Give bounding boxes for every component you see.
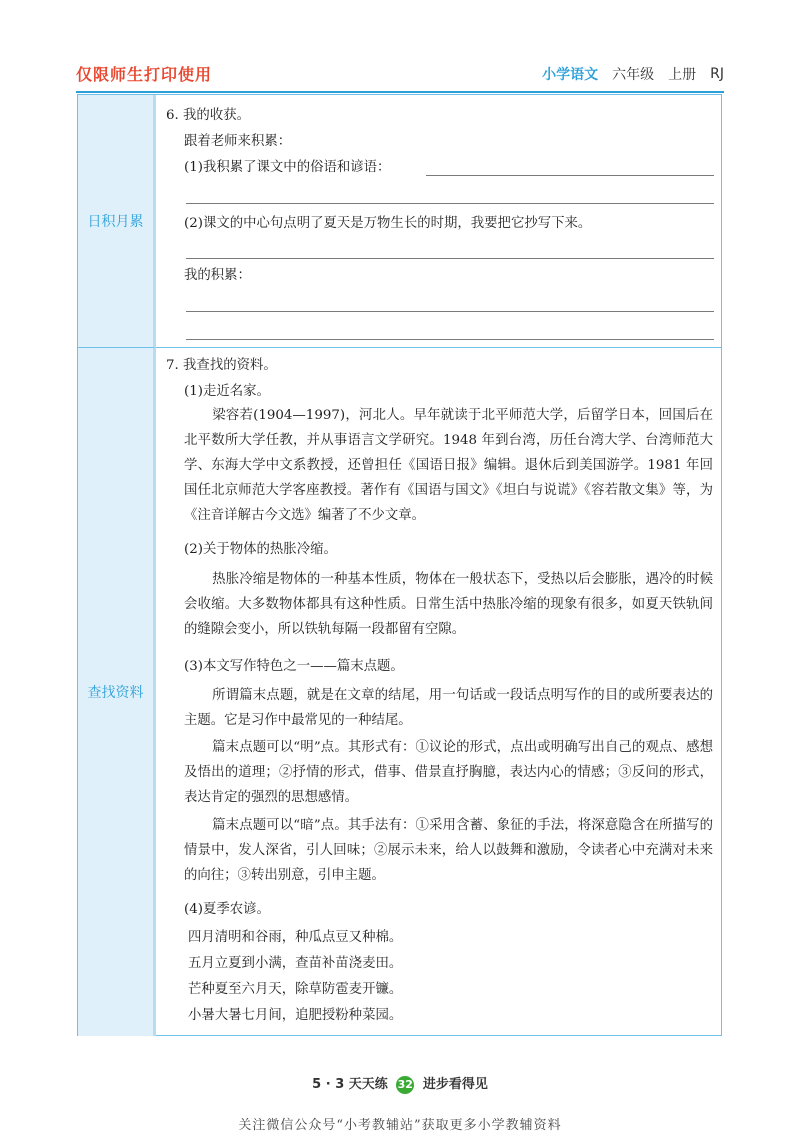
subsection-3-title: (3)本文写作特色之一——篇末点题。 (184, 659, 404, 674)
question-6-item-1: (1)我积累了课文中的俗语和谚语： (184, 160, 391, 175)
answer-line[interactable] (186, 203, 714, 204)
question-6-intro: 跟着老师来积累： (184, 134, 292, 149)
question-6-title: 6. 我的收获。 (166, 108, 250, 123)
edition-label: RJ (710, 66, 724, 82)
subject-label: 小学语文 (542, 67, 599, 83)
section-label-research: 查找资料 (78, 347, 156, 1036)
answer-line[interactable] (186, 258, 714, 259)
subsection-3-paragraph-3: 篇末点题可以“暗”点。其手法有：①采用含蓄、象征的手法，将深意隐含在所描写的情景中，发人深省，引人回味；②展示未来，给人以鼓舞和激励，令读者心中充满对未来的向往；③转出别意，引申主题。 (184, 818, 713, 883)
volume-label: 上册 (668, 67, 697, 83)
section-label-accumulate: 日积月累 (78, 95, 156, 347)
subsection-2-title: (2)关于物体的热胀冷缩。 (184, 542, 337, 557)
question-6-item-2: (2)课文的中心句点明了夏天是万物生长的时期，我要把它抄写下来。 (184, 216, 592, 231)
worksheet-table (77, 94, 722, 1036)
subsection-3-paragraph-2: 篇末点题可以“明”点。其形式有：①议论的形式，点出或明确写出自己的观点、感想及悟出的道理；②抒情的形式，借事、借景直抒胸臆，表达内心的情感；③反问的形式，表达肯定的强烈的思想感情。 (184, 740, 713, 805)
subsection-3-paragraph-1: 所谓篇末点题，就是在文章的结尾，用一句话或一段话点明写作的目的或所要表达的主题。它是习作中最常见的一种结尾。 (184, 688, 713, 728)
proverb-line: 小暑大暑七月间，追肥授粉种菜园。 (188, 1008, 403, 1023)
row-divider (156, 347, 721, 348)
footer-brand (0, 1073, 800, 1094)
footer-brand-left: 5 · 3 天天练 (312, 1077, 388, 1092)
footer-note: 关注微信公众号“小考教辅站”获取更多小学教辅资料 (238, 1118, 562, 1133)
book-info (542, 64, 724, 84)
footer-brand-right: 进步看得见 (422, 1077, 488, 1092)
print-notice: 仅限师生打印使用 (76, 65, 213, 84)
answer-line[interactable] (186, 311, 714, 312)
grade-label: 六年级 (612, 67, 655, 83)
page-number-badge: 32 (396, 1076, 414, 1094)
answer-line[interactable] (186, 339, 714, 340)
answer-line[interactable] (426, 175, 714, 176)
proverb-line: 五月立夏到小满，查苗补苗浇麦田。 (188, 956, 403, 971)
proverb-line: 四月清明和谷雨，种瓜点豆又种棉。 (188, 930, 403, 945)
subsection-4-title: (4)夏季农谚。 (184, 902, 270, 917)
my-accumulation-label: 我的积累： (184, 268, 251, 283)
proverb-line: 芒种夏至六月天，除草防雹麦开镰。 (188, 982, 403, 997)
question-7-title: 7. 我查找的资料。 (166, 358, 277, 373)
subsection-1-text: 梁容若(1904—1997)，河北人。早年就读于北平师范大学，后留学日本，回国后在北平数所大学任教，并从事语言文学研究。1948 年到台湾，历任台湾大学、台湾师范大学、东海大学中文系教授，还曾担任《国语日报》编辑。退休后到美国游学。1981 年回国任北京师范大学客座教授。著作有《国语与国文》《坦白与说谎》《容若散文集》等，为《注音详解古今文选》编著了不少文章。 (184, 408, 713, 523)
subsection-2-text: 热胀冷缩是物体的一种基本性质，物体在一般状态下，受热以后会膨胀，遇冷的时候会收缩。大多数物体都具有这种性质。日常生活中热胀冷缩的现象有很多，如夏天铁轨间的缝隙会变小，所以铁轨每隔一段都留有空隙。 (184, 572, 713, 637)
header-divider (76, 91, 724, 93)
subsection-1-title: (1)走近名家。 (184, 384, 270, 399)
